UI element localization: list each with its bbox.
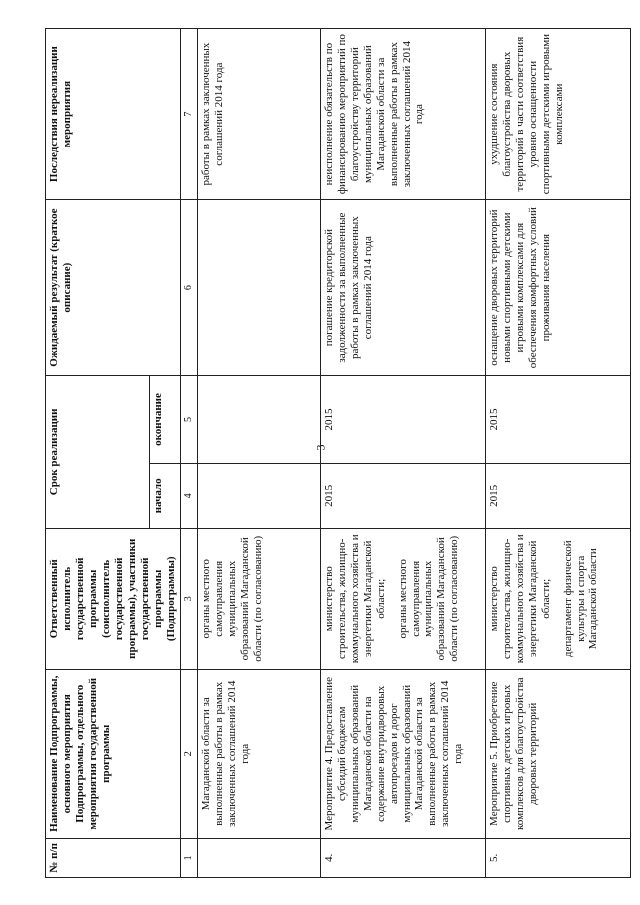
header-result: Ожидаемый результат (краткое описание) <box>46 200 181 376</box>
table-row <box>197 29 320 878</box>
column-index: 5 <box>180 376 197 464</box>
rotated-table-container <box>45 28 625 878</box>
column-index: 6 <box>180 200 197 376</box>
row-name: Мероприятие 5. Приобретение спортивных детских игровых комплексов для благоустройства дворовых территорий <box>485 669 630 838</box>
header-num: № п/п <box>46 838 181 877</box>
row-name: Магаданской области за выполненные работы в рамках заключенных соглашений 2014 года <box>197 669 320 838</box>
column-index: 1 <box>180 838 197 877</box>
page-number: 3 <box>313 444 328 451</box>
row-end: 2015 <box>320 376 485 464</box>
row-end <box>197 376 320 464</box>
row-consequences: работы в рамках заключенных соглашений 2014 года <box>197 29 320 200</box>
header-term: Срок реализации <box>46 376 150 529</box>
responsible-entry: органы местного самоуправления муниципальных образований Магаданской области (по согласованию) <box>396 535 461 662</box>
row-start <box>197 463 320 528</box>
row-consequences: ухудшение состояния благоустройства дворовых территорий в части соответствия уровню оснащенности спортивными детскими игровыми комплексами <box>485 29 630 200</box>
row-consequences: неисполнение обязательств по финансированию мероприятий по благоустройству территорий муниципальных образований Магаданской области за выполненные работы в рамках заключенных соглашений 2014 года <box>320 29 485 200</box>
row-num: 5. <box>485 838 630 877</box>
responsible-entry: департамент физической культуры и спорта Магаданской области <box>561 540 600 658</box>
column-index: 7 <box>180 29 197 200</box>
table-row <box>320 29 485 878</box>
header-term-start: начало <box>150 463 181 528</box>
row-result: погашение кредиторской задолженности за выполненные работы в рамках заключенных соглашений 2014 года <box>320 200 485 376</box>
responsible-entry: органы местного самоуправления муниципальных образований Магаданской области (по согласованию) <box>199 535 264 662</box>
header-responsible: Ответственный исполнитель государственной программы (соисполнитель государственной программы), участники государственной программы (Подпрограммы) <box>46 528 181 669</box>
row-num: 4. <box>320 838 485 877</box>
responsible-entry: министерство строительства, жилищно-коммунального хозяйства и энергетики Магаданской области; <box>487 534 552 664</box>
row-name: Мероприятие 4. Предоставление субсидий бюджетам муниципальных образований Магаданской области на содержание внутридворовых автопроездов и дорог муниципальных образований Магаданской области за выполненные работы в рамках заключенных соглашений 2014 года <box>320 669 485 838</box>
header-name: Наименование Подпрограммы, основного мероприятия Подпрограммы, отдельного мероприятия государственной программы <box>46 669 181 838</box>
header-term-end: окончание <box>150 376 181 464</box>
row-responsible <box>197 528 320 669</box>
row-result <box>197 200 320 376</box>
table-row <box>485 29 630 878</box>
row-end: 2015 <box>485 376 630 464</box>
column-index: 2 <box>180 669 197 838</box>
row-start: 2015 <box>320 463 485 528</box>
column-index: 4 <box>180 463 197 528</box>
header-consequences: Последствия нереализации мероприятия <box>46 29 181 200</box>
row-responsible <box>320 528 485 669</box>
row-result: оснащение дворовых территорий новыми спортивными детскими игровыми комплексами для обеспечения комфортных условий проживания населения <box>485 200 630 376</box>
responsible-entry: министерство строительства, жилищно-коммунального хозяйства и энергетики Магаданской области; <box>322 534 387 664</box>
row-num <box>197 838 320 877</box>
measures-table <box>45 28 631 878</box>
column-index: 3 <box>180 528 197 669</box>
row-responsible <box>485 528 630 669</box>
row-start: 2015 <box>485 463 630 528</box>
